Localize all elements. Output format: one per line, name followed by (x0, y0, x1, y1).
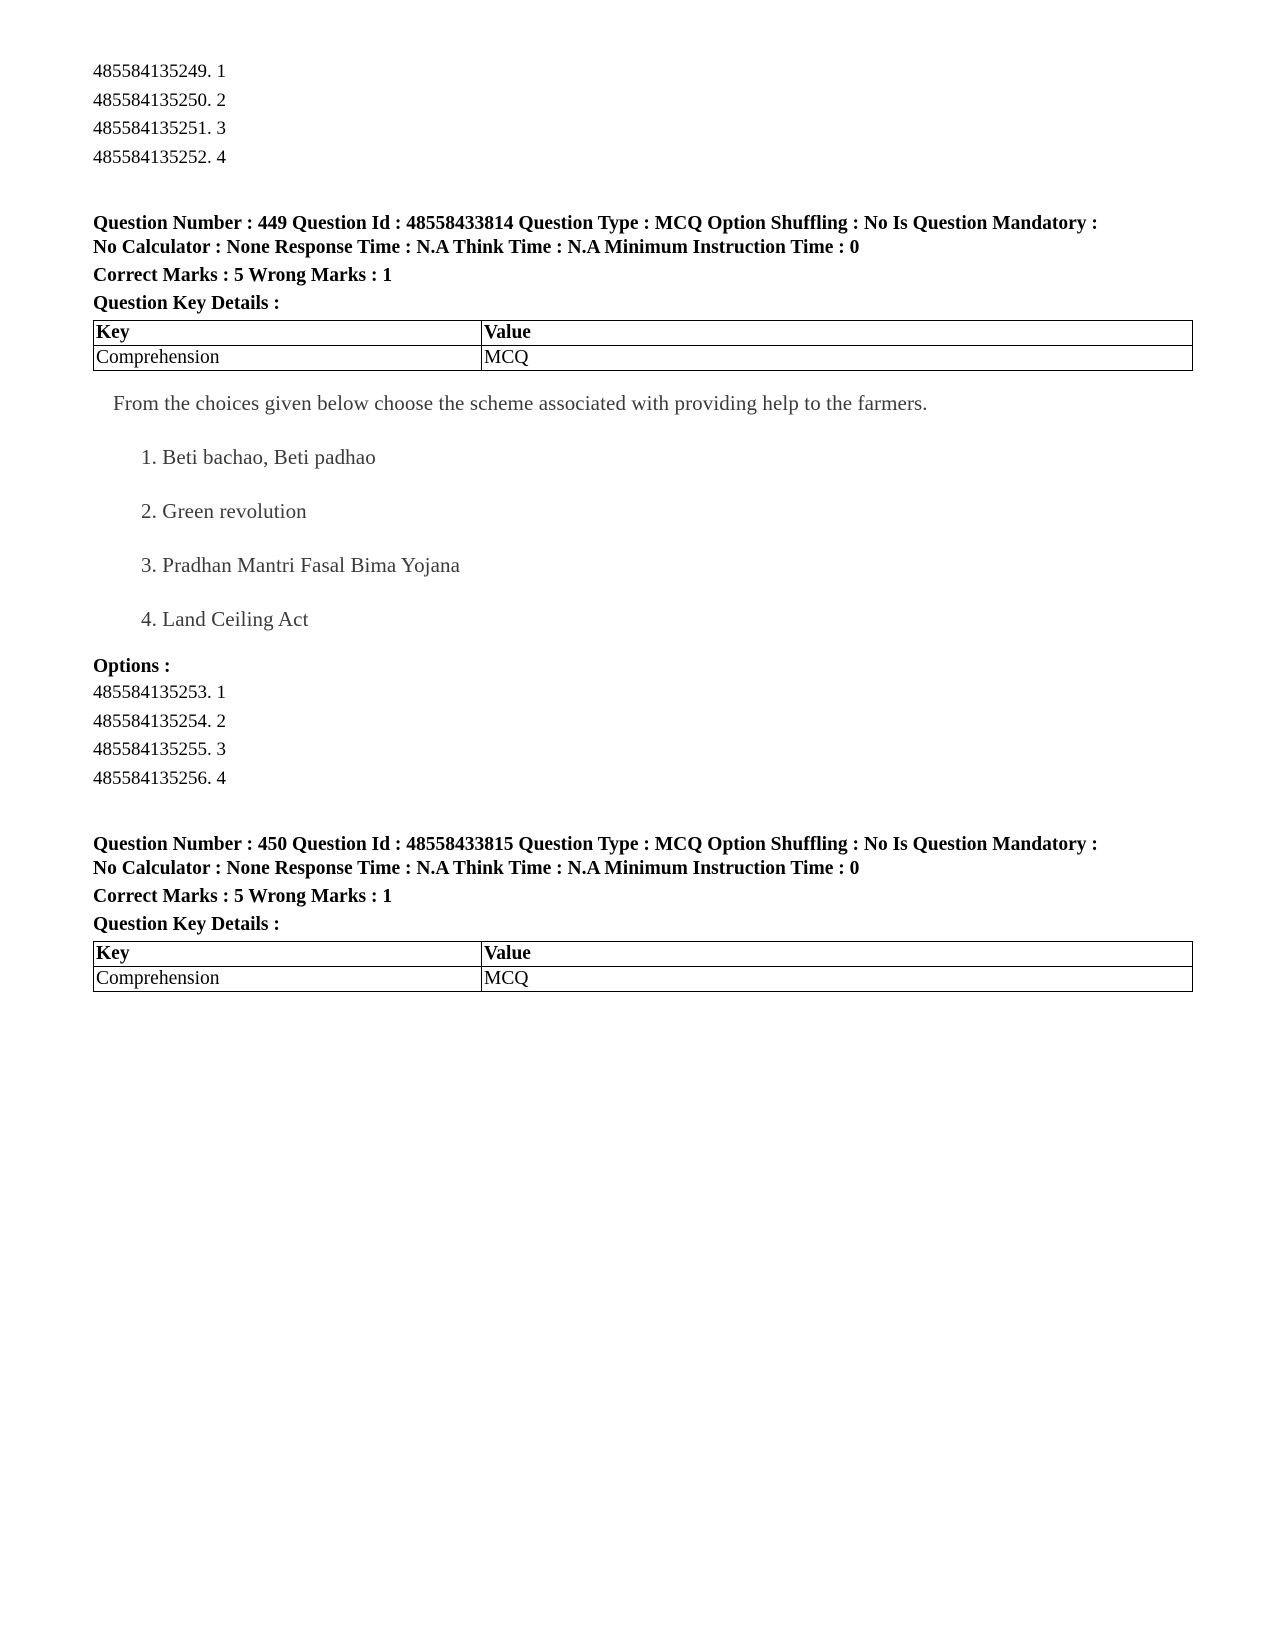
options-list (93, 679, 1193, 793)
question-449-block (93, 212, 1193, 793)
question-header-line-2: No Calculator : None Response Time : N.A Think Time : N.A Minimum Instruction Time : 0 (93, 237, 860, 258)
question-key-details-label: Question Key Details : (93, 914, 280, 935)
option-line: 485584135252. 4 (93, 146, 226, 168)
options-label: Options : (93, 656, 171, 677)
question-450-block (93, 833, 1193, 992)
table-row (94, 967, 1193, 992)
question-image-text (93, 389, 1193, 633)
option-line: 485584135251. 3 (93, 118, 226, 139)
table-header-key: Key (94, 321, 482, 346)
table-cell-key: Comprehension (94, 967, 482, 992)
question-key-table (93, 320, 1193, 371)
option-line: 485584135253. 1 (93, 682, 226, 703)
question-marks: Correct Marks : 5 Wrong Marks : 1 (93, 265, 393, 286)
question-choice: 3. Pradhan Mantri Fasal Bima Yojana (141, 553, 461, 577)
question-choice: 2. Green revolution (141, 499, 307, 523)
question-choice: 4. Land Ceiling Act (141, 607, 309, 631)
table-cell-value: MCQ (482, 346, 1193, 371)
question-choice: 1. Beti bachao, Beti padhao (141, 445, 376, 469)
question-header-line-1: Question Number : 449 Question Id : 48558433814 Question Type : MCQ Option Shuffling : No Is Question Mandatory : (93, 213, 1098, 234)
option-line: 485584135256. 4 (93, 767, 226, 789)
section-spacer (93, 793, 1193, 833)
question-header-line-1: Question Number : 450 Question Id : 48558433815 Question Type : MCQ Option Shuffling : No Is Question Mandatory : (93, 834, 1098, 855)
table-header-row (94, 942, 1193, 967)
question-key-table (93, 941, 1193, 992)
table-row (94, 346, 1193, 371)
option-line: 485584135254. 2 (93, 710, 226, 732)
section-spacer (93, 172, 1193, 212)
question-stem: From the choices given below choose the scheme associated with providing help to the farmers. (113, 391, 928, 415)
table-header-value: Value (482, 321, 1193, 346)
question-key-details-label: Question Key Details : (93, 293, 280, 314)
document-page (93, 58, 1193, 992)
table-header-row (94, 321, 1193, 346)
option-line: 485584135250. 2 (93, 89, 226, 111)
option-line: 485584135249. 1 (93, 61, 226, 82)
option-line: 485584135255. 3 (93, 739, 226, 760)
table-header-key: Key (94, 942, 482, 967)
question-header-line-2: No Calculator : None Response Time : N.A Think Time : N.A Minimum Instruction Time : 0 (93, 858, 860, 879)
table-cell-key: Comprehension (94, 346, 482, 371)
table-header-value: Value (482, 942, 1193, 967)
question-marks: Correct Marks : 5 Wrong Marks : 1 (93, 886, 393, 907)
table-cell-value: MCQ (482, 967, 1193, 992)
previous-options-list (93, 58, 1193, 172)
